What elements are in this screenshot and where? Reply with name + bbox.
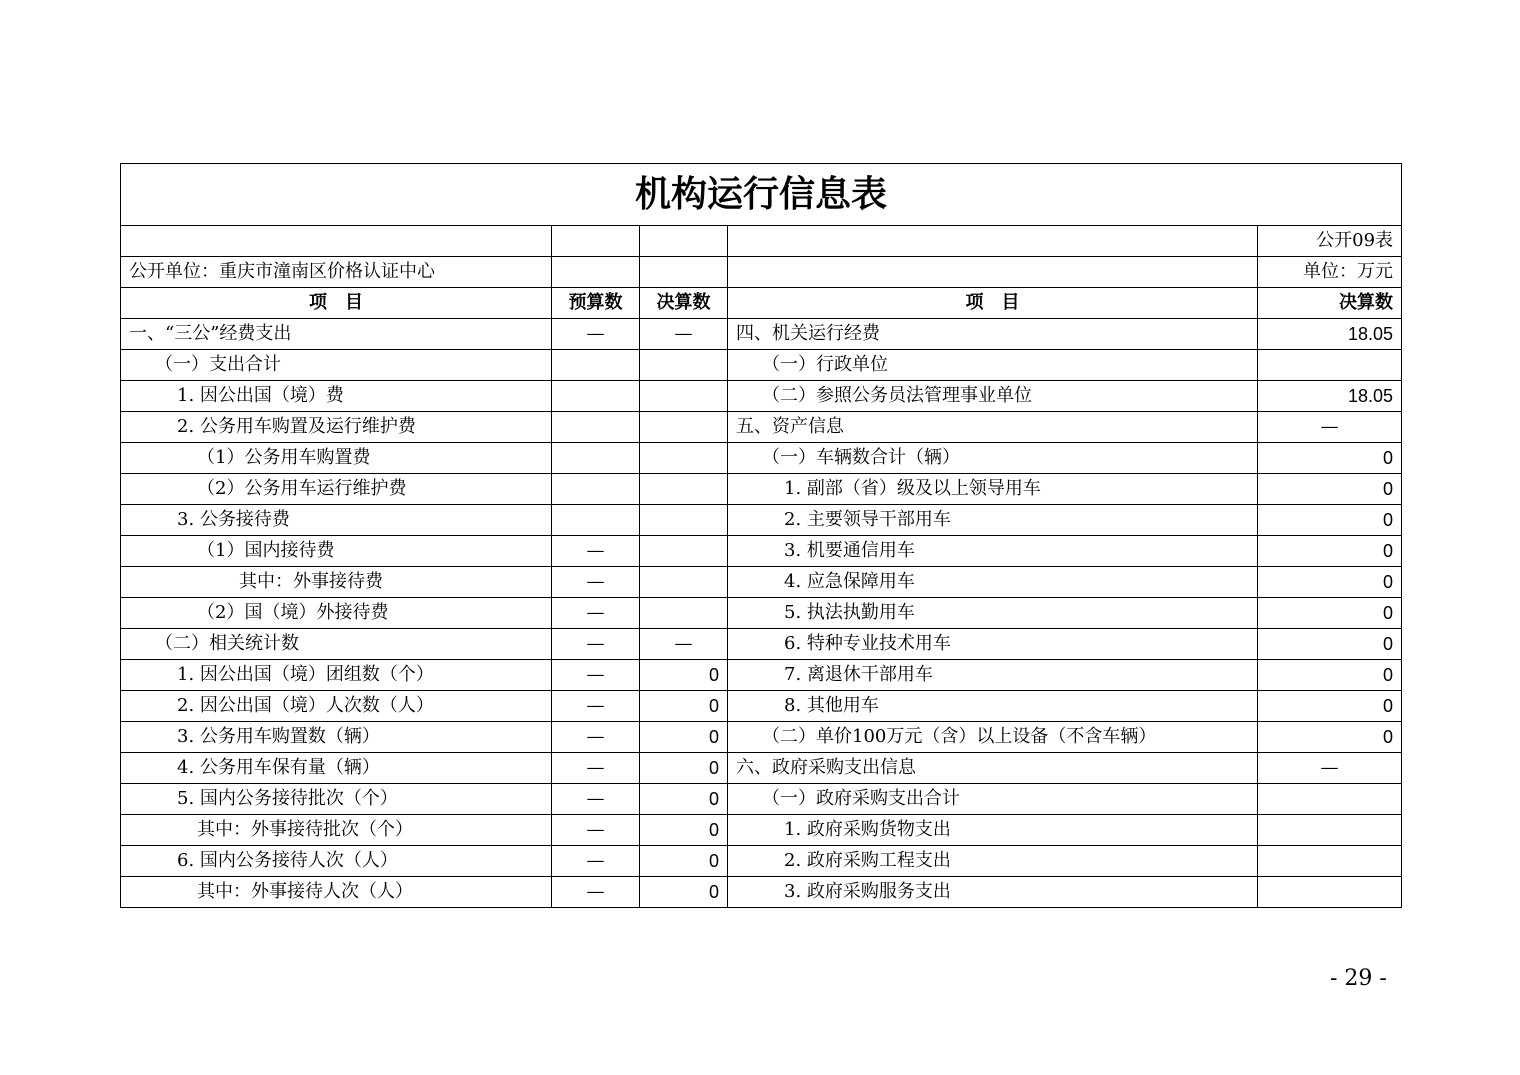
table-row xyxy=(121,691,1402,722)
table-title: 机构运行信息表 xyxy=(121,164,1402,226)
right-final-value: 0 xyxy=(1258,567,1402,598)
right-item-label: 3. 政府采购服务支出 xyxy=(728,877,1258,908)
budget-value xyxy=(552,474,640,505)
right-item-label: 7. 离退休干部用车 xyxy=(728,660,1258,691)
budget-value xyxy=(552,412,640,443)
final-value: 0 xyxy=(640,815,728,846)
left-item-label: 6. 国内公务接待人次（人） xyxy=(121,846,552,877)
left-item-label: 1. 因公出国（境）费 xyxy=(121,381,552,412)
table-row xyxy=(121,660,1402,691)
table-row xyxy=(121,722,1402,753)
final-value xyxy=(640,443,728,474)
left-item-label: （1）公务用车购置费 xyxy=(121,443,552,474)
left-item-label: 3. 公务用车购置数（辆） xyxy=(121,722,552,753)
budget-value: — xyxy=(552,877,640,908)
left-item-label: 其中：外事接待费 xyxy=(121,567,552,598)
right-final-value: 0 xyxy=(1258,598,1402,629)
final-value: — xyxy=(640,629,728,660)
header-left-item: 项 目 xyxy=(121,288,552,319)
final-value: 0 xyxy=(640,753,728,784)
blank-cell xyxy=(728,226,1258,257)
table-row xyxy=(121,629,1402,660)
final-value xyxy=(640,536,728,567)
unit-label: 公开单位：重庆市潼南区价格认证中心 xyxy=(121,257,552,288)
table-row xyxy=(121,443,1402,474)
left-item-label: 2. 因公出国（境）人次数（人） xyxy=(121,691,552,722)
budget-value: — xyxy=(552,660,640,691)
table-row xyxy=(121,753,1402,784)
budget-value xyxy=(552,350,640,381)
left-item-label: （二）相关统计数 xyxy=(121,629,552,660)
right-item-label: 2. 主要领导干部用车 xyxy=(728,505,1258,536)
blank-cell xyxy=(552,226,640,257)
right-final-value: — xyxy=(1258,412,1402,443)
table-row xyxy=(121,815,1402,846)
final-value: — xyxy=(640,319,728,350)
right-item-label: 六、政府采购支出信息 xyxy=(728,753,1258,784)
right-item-label: 1. 政府采购货物支出 xyxy=(728,815,1258,846)
right-final-value: 18.05 xyxy=(1258,319,1402,350)
left-item-label: 5. 国内公务接待批次（个） xyxy=(121,784,552,815)
right-final-value xyxy=(1258,350,1402,381)
right-final-value: 0 xyxy=(1258,505,1402,536)
left-item-label: （2）公务用车运行维护费 xyxy=(121,474,552,505)
currency-label: 单位：万元 xyxy=(1258,257,1402,288)
right-final-value: 0 xyxy=(1258,722,1402,753)
final-value xyxy=(640,412,728,443)
right-item-label: （一）车辆数合计（辆） xyxy=(728,443,1258,474)
right-item-label: 1. 副部（省）级及以上领导用车 xyxy=(728,474,1258,505)
table-row xyxy=(121,598,1402,629)
right-item-label: 8. 其他用车 xyxy=(728,691,1258,722)
right-final-value xyxy=(1258,846,1402,877)
table-row xyxy=(121,474,1402,505)
budget-value xyxy=(552,505,640,536)
budget-value xyxy=(552,443,640,474)
right-final-value xyxy=(1258,815,1402,846)
table-row xyxy=(121,784,1402,815)
left-item-label: 4. 公务用车保有量（辆） xyxy=(121,753,552,784)
right-item-label: 五、资产信息 xyxy=(728,412,1258,443)
right-item-label: 6. 特种专业技术用车 xyxy=(728,629,1258,660)
header-right-item: 项 目 xyxy=(728,288,1258,319)
right-item-label: 4. 应急保障用车 xyxy=(728,567,1258,598)
final-value: 0 xyxy=(640,691,728,722)
blank-cell xyxy=(728,257,1258,288)
header-right-final: 决算数 xyxy=(1258,288,1402,319)
right-item-label: 2. 政府采购工程支出 xyxy=(728,846,1258,877)
right-item-label: 5. 执法执勤用车 xyxy=(728,598,1258,629)
budget-value: — xyxy=(552,598,640,629)
final-value: 0 xyxy=(640,877,728,908)
budget-value: — xyxy=(552,846,640,877)
final-value xyxy=(640,350,728,381)
left-item-label: （一）支出合计 xyxy=(121,350,552,381)
right-item-label: （二）单价100万元（含）以上设备（不含车辆） xyxy=(728,722,1258,753)
right-item-label: 四、机关运行经费 xyxy=(728,319,1258,350)
right-final-value: 0 xyxy=(1258,691,1402,722)
table-row xyxy=(121,536,1402,567)
budget-value: — xyxy=(552,319,640,350)
budget-value: — xyxy=(552,815,640,846)
left-item-label: （2）国（境）外接待费 xyxy=(121,598,552,629)
right-item-label: （一）行政单位 xyxy=(728,350,1258,381)
table-row xyxy=(121,350,1402,381)
table-row xyxy=(121,846,1402,877)
left-item-label: 其中：外事接待批次（个） xyxy=(121,815,552,846)
right-final-value: 0 xyxy=(1258,443,1402,474)
right-final-value: 18.05 xyxy=(1258,381,1402,412)
budget-value xyxy=(552,381,640,412)
right-final-value: — xyxy=(1258,753,1402,784)
left-item-label: 1. 因公出国（境）团组数（个） xyxy=(121,660,552,691)
budget-value: — xyxy=(552,753,640,784)
final-value: 0 xyxy=(640,722,728,753)
institution-operation-table xyxy=(120,163,1402,908)
final-value xyxy=(640,381,728,412)
table-row xyxy=(121,567,1402,598)
right-final-value: 0 xyxy=(1258,474,1402,505)
left-item-label: 2. 公务用车购置及运行维护费 xyxy=(121,412,552,443)
right-final-value xyxy=(1258,877,1402,908)
budget-value: — xyxy=(552,722,640,753)
table-row xyxy=(121,877,1402,908)
header-budget: 预算数 xyxy=(552,288,640,319)
right-item-label: （二）参照公务员法管理事业单位 xyxy=(728,381,1258,412)
budget-value: — xyxy=(552,629,640,660)
budget-value: — xyxy=(552,567,640,598)
left-item-label: （1）国内接待费 xyxy=(121,536,552,567)
final-value xyxy=(640,474,728,505)
blank-cell xyxy=(640,257,728,288)
budget-value: — xyxy=(552,691,640,722)
right-item-label: 3. 机要通信用车 xyxy=(728,536,1258,567)
blank-cell xyxy=(552,257,640,288)
form-code: 公开09表 xyxy=(1258,226,1402,257)
budget-value: — xyxy=(552,536,640,567)
right-final-value xyxy=(1258,784,1402,815)
blank-cell xyxy=(121,226,552,257)
budget-value: — xyxy=(552,784,640,815)
final-value: 0 xyxy=(640,846,728,877)
right-item-label: （一）政府采购支出合计 xyxy=(728,784,1258,815)
final-value xyxy=(640,567,728,598)
blank-cell xyxy=(640,226,728,257)
left-item-label: 其中：外事接待人次（人） xyxy=(121,877,552,908)
right-final-value: 0 xyxy=(1258,536,1402,567)
right-final-value: 0 xyxy=(1258,629,1402,660)
final-value: 0 xyxy=(640,660,728,691)
final-value xyxy=(640,505,728,536)
header-final: 决算数 xyxy=(640,288,728,319)
page-number: - 29 - xyxy=(1330,966,1387,991)
table-row xyxy=(121,412,1402,443)
final-value xyxy=(640,598,728,629)
left-item-label: 3. 公务接待费 xyxy=(121,505,552,536)
table-row xyxy=(121,319,1402,350)
right-final-value: 0 xyxy=(1258,660,1402,691)
table-row xyxy=(121,505,1402,536)
final-value: 0 xyxy=(640,784,728,815)
left-item-label: 一、“三公”经费支出 xyxy=(121,319,552,350)
table-row xyxy=(121,381,1402,412)
